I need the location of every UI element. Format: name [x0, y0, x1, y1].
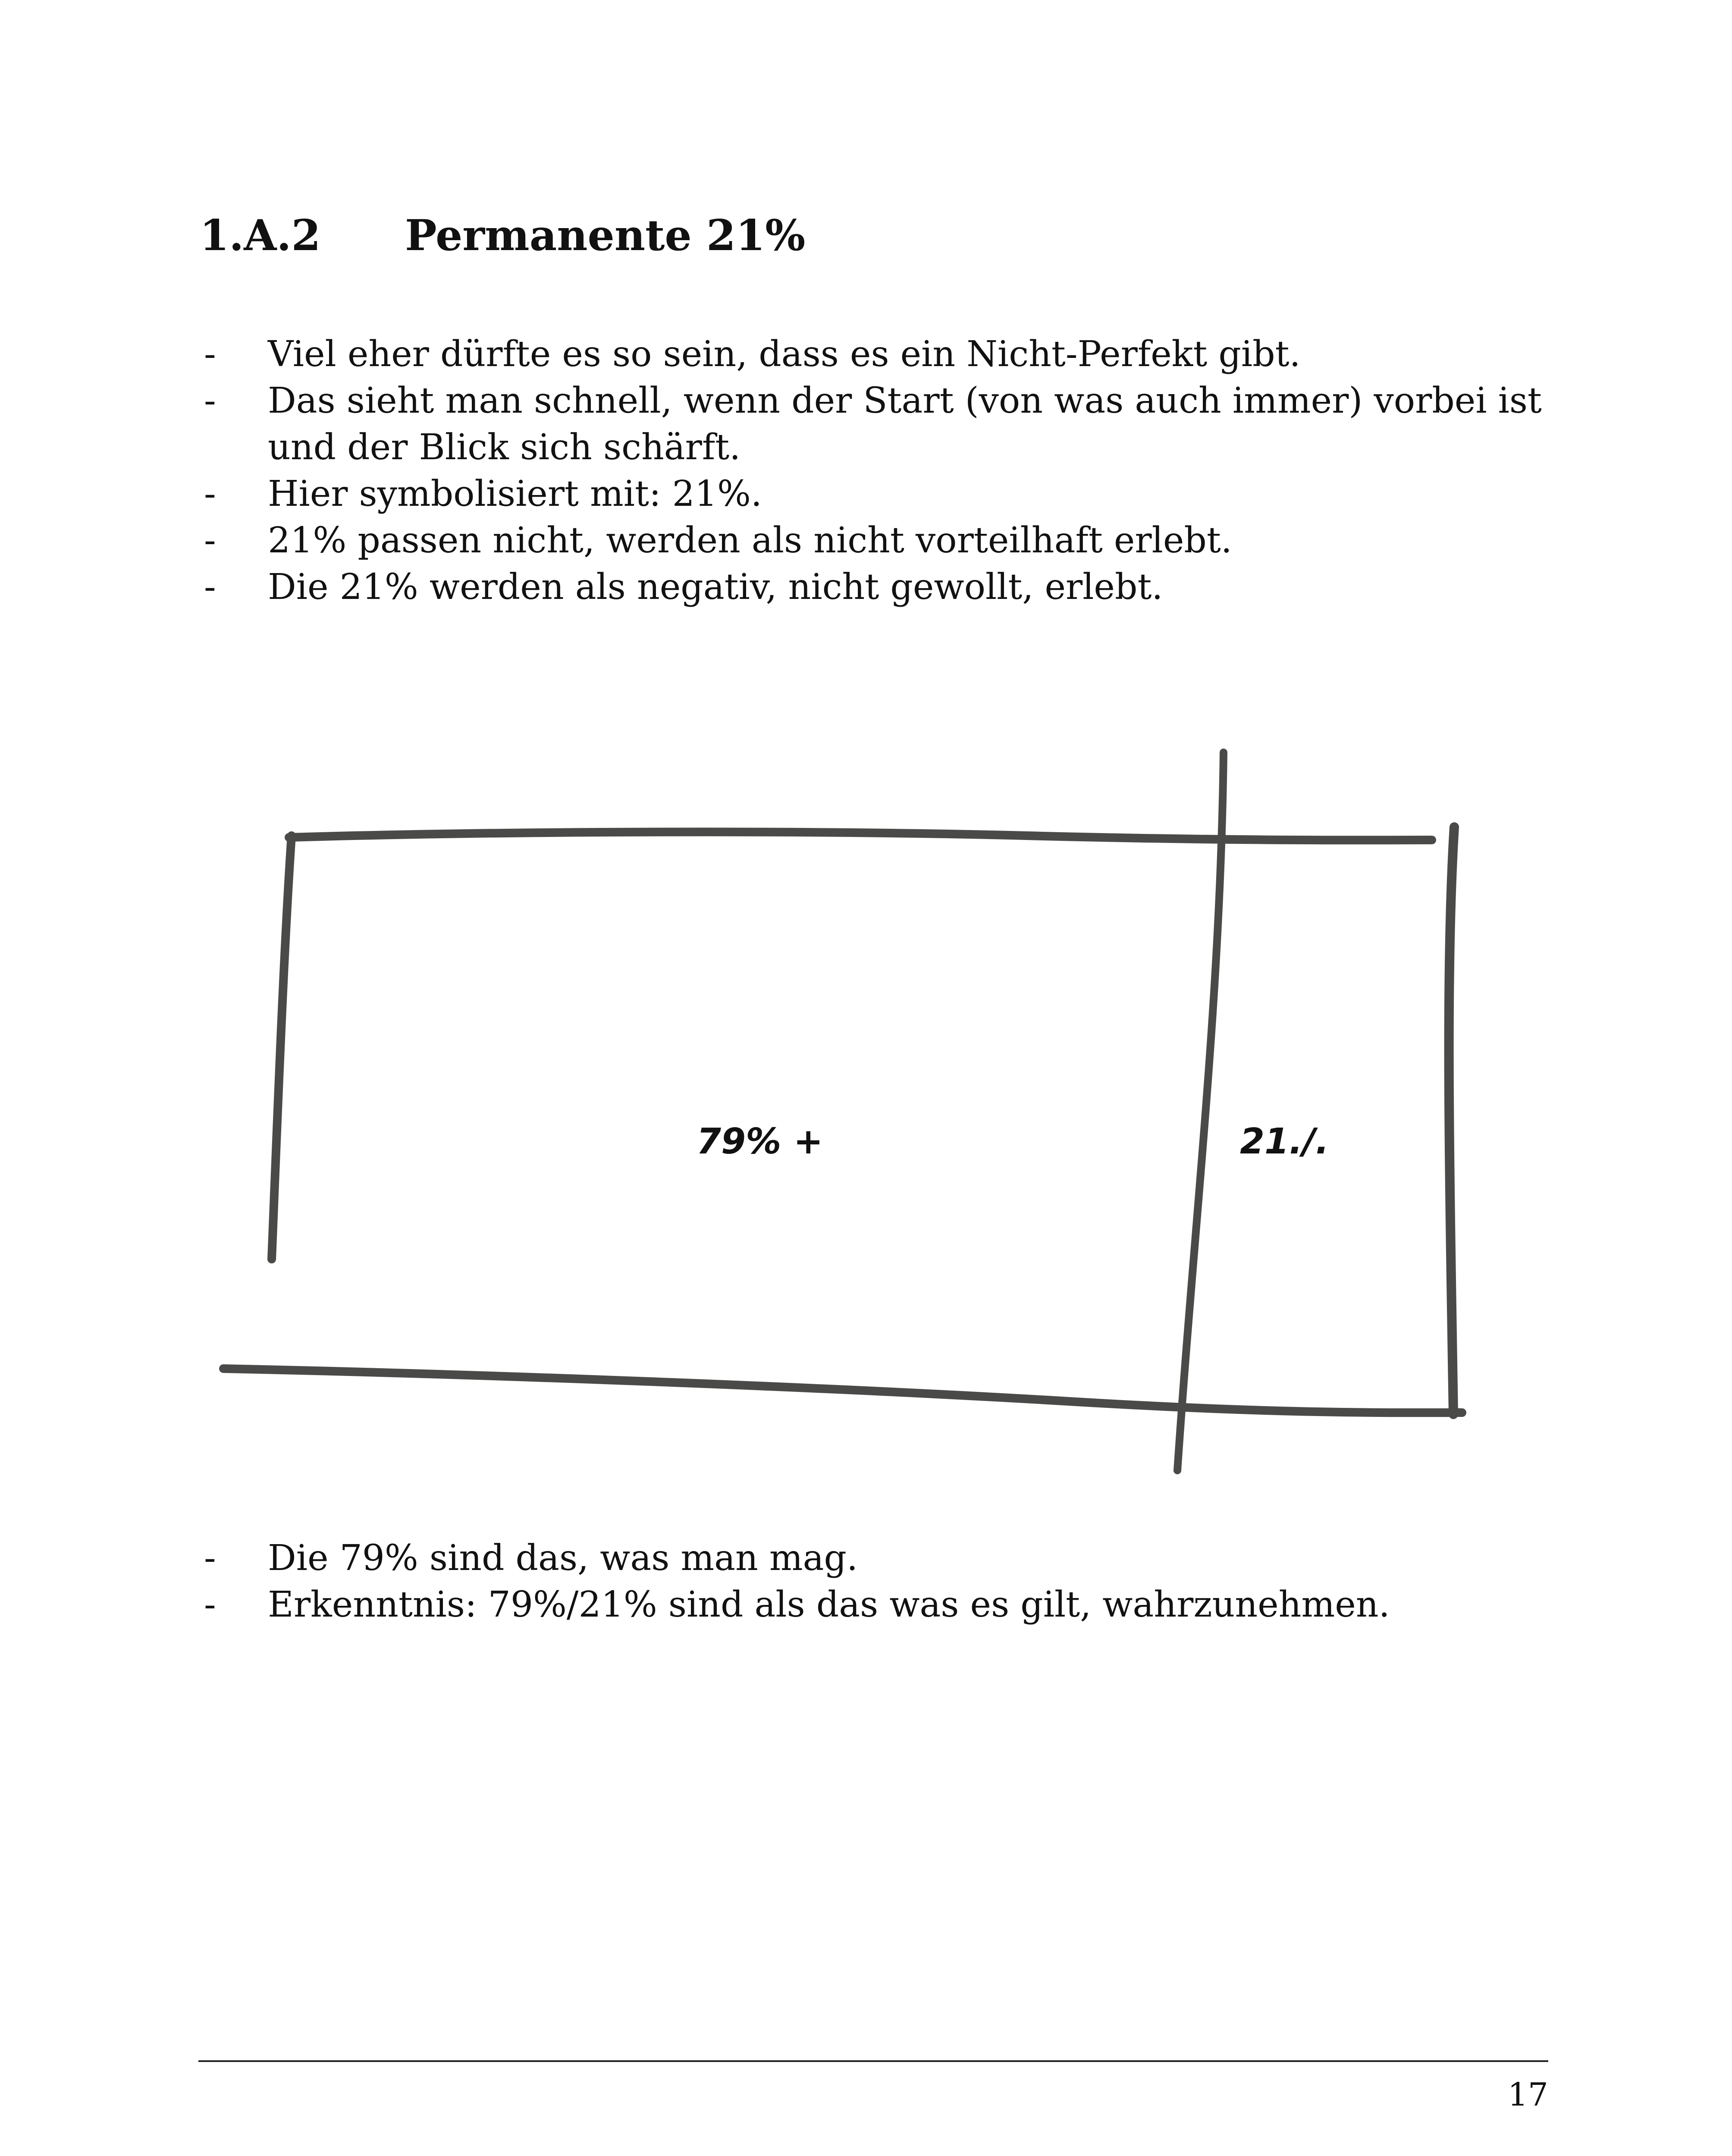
sketch-drawing: [207, 742, 1492, 1483]
list-item: [200, 1535, 1558, 1582]
section-title: Permanente 21%: [405, 211, 806, 260]
bullet-dash: -: [204, 334, 216, 375]
bullet-dash: -: [204, 520, 216, 561]
bullet-dash: -: [204, 1538, 216, 1579]
bullet-text: Hier symbolisiert mit: 21%.: [268, 473, 762, 514]
section-number: 1.A.2: [200, 211, 321, 260]
list-item: [200, 1582, 1558, 1628]
bullet-dash: -: [204, 1584, 216, 1625]
list-item: [200, 564, 1558, 611]
list-item: [200, 378, 1558, 471]
list-item: [200, 331, 1558, 378]
bullet-list-bottom: [200, 1535, 1558, 1628]
bullet-text: Erkenntnis: 79%/21% sind als das was es gilt, wahrzunehmen.: [268, 1584, 1390, 1625]
bullet-text: Die 21% werden als negativ, nicht gewollt, erlebt.: [268, 567, 1163, 608]
bullet-list-top: [200, 331, 1558, 611]
list-item: [200, 517, 1558, 564]
bullet-dash: -: [204, 473, 216, 514]
sketch-label-right: 21./.: [1240, 1121, 1329, 1162]
sketch-left-edge: [272, 836, 292, 1259]
bullet-text: 21% passen nicht, werden als nicht vorteilhaft erlebt.: [268, 520, 1232, 561]
sketch-label-left: 79% +: [697, 1121, 823, 1162]
sketch-top-edge: [289, 832, 1432, 840]
bullet-text: Die 79% sind das, was man mag.: [268, 1538, 858, 1579]
sketch-bottom-edge: [223, 1369, 1462, 1413]
hand-drawn-ratio-sketch: [207, 742, 1492, 1483]
bullet-text: Das sieht man schnell, wenn der Start (von was auch immer) vorbei ist und der Blick sich schärft.: [268, 380, 1542, 468]
sketch-divider: [1177, 752, 1224, 1470]
list-item: [200, 471, 1558, 517]
bullet-dash: -: [204, 567, 216, 608]
page-number: 17: [1507, 2076, 1548, 2113]
bullet-dash: -: [204, 380, 216, 421]
footer-divider: [198, 2060, 1548, 2062]
sketch-right-edge: [1449, 827, 1454, 1414]
bullet-text: Viel eher dürfte es so sein, dass es ein Nicht-Perfekt gibt.: [268, 334, 1301, 375]
